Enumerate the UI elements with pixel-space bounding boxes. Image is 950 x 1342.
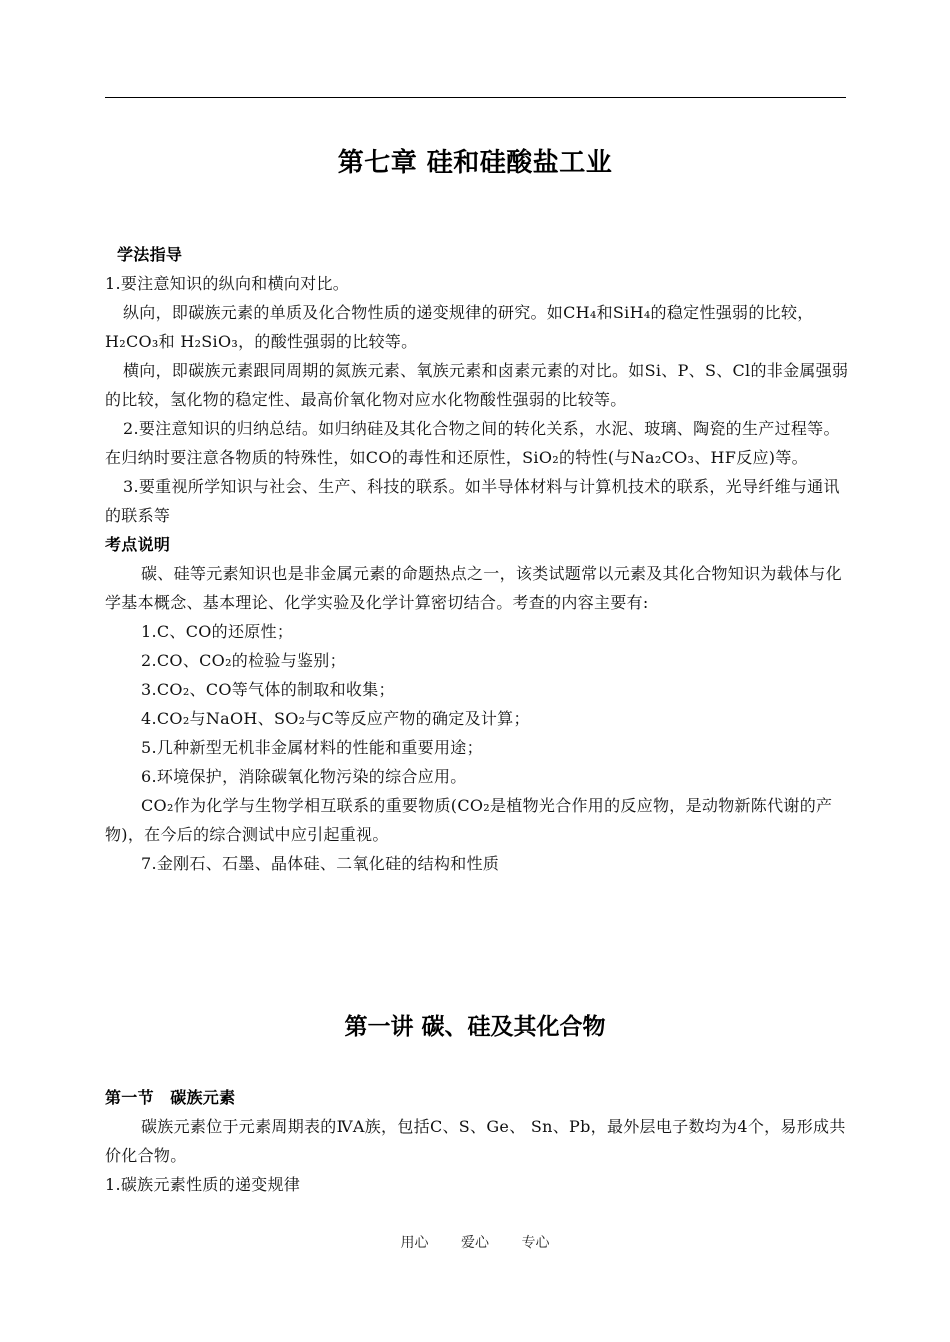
footer-word: 专心 (521, 1235, 550, 1251)
study-guide-horizontal: 横向，即碳族元素跟同周期的氮族元素、氧族元素和卤素元素的对比。如Si、P、S、Cl的非金属强弱的比较，氢化物的稳定性、最高价氧化物对应水化物酸性强弱的比较等。 (105, 361, 849, 409)
study-guide-vertical: 纵向，即碳族元素的单质及化合物性质的递变规律的研究。如CH₄和SiH₄的稳定性强弱的比较，H₂CO₃和 H₂SiO₃，的酸性强弱的比较等。 (105, 303, 814, 351)
exam-points-heading: 考点说明 (105, 535, 171, 554)
study-guide-point-1: 1.要注意知识的纵向和横向对比。 (105, 274, 350, 293)
section-subheading: 1.碳族元素性质的递变规律 (105, 1175, 301, 1194)
study-guide-point-2: 2.要注意知识的归纳总结。如归纳硅及其化合物之间的转化关系，水泥、玻璃、陶瓷的生产过程等。在归纳时要注意各物质的特殊性，如CO的毒性和还原性，SiO₂的特性(与Na₂CO₃、HF反应)等。 (105, 419, 840, 467)
section-heading: 第一节 碳族元素 (105, 1088, 236, 1107)
study-guide-heading: 学法指导 (117, 245, 183, 264)
exam-point-item: 4.CO₂与NaOH、SO₂与C等反应产物的确定及计算； (141, 709, 530, 728)
study-guide-section (105, 240, 850, 878)
header-rule (105, 97, 846, 98)
exam-point-item: 5.几种新型无机非金属材料的性能和重要用途； (141, 738, 483, 757)
lecture-title: 第一讲 碳、硅及其化合物 (344, 1014, 606, 1040)
page-footer (0, 1232, 950, 1252)
exam-point-item: 1.C、CO的还原性； (141, 622, 294, 641)
exam-point-item: 7.金刚石、石墨、晶体硅、二氧化硅的结构和性质 (141, 854, 500, 873)
chapter-title: 第七章 硅和硅酸盐工业 (337, 148, 613, 178)
footer-word: 用心 (400, 1235, 429, 1251)
exam-points-intro: 碳、硅等元素知识也是非金属元素的命题热点之一，该类试题常以元素及其化合物知识为载体与化学基本概念、基本理论、化学实验及化学计算密切结合。考查的内容主要有: (105, 564, 842, 612)
exam-point-item: 2.CO、CO₂的检验与鉴别； (141, 651, 346, 670)
exam-points-note: CO₂作为化学与生物学相互联系的重要物质(CO₂是植物光合作用的反应物，是动物新陈代谢的产物)，在今后的综合测试中应引起重视。 (105, 796, 833, 844)
exam-point-item: 3.CO₂、CO等气体的制取和收集； (141, 680, 395, 699)
carbon-group-section (105, 1083, 850, 1199)
study-guide-point-3: 3.要重视所学知识与社会、生产、科技的联系。如半导体材料与计算机技术的联系，光导纤维与通讯的联系等 (105, 477, 840, 525)
footer-word: 爱心 (461, 1235, 489, 1251)
exam-point-item: 6.环境保护，消除碳氧化物污染的综合应用。 (141, 767, 467, 786)
section-paragraph: 碳族元素位于元素周期表的ⅣA族，包括C、S、Ge、 Sn、Pb，最外层电子数均为4个，易形成共价化合物。 (105, 1117, 846, 1165)
